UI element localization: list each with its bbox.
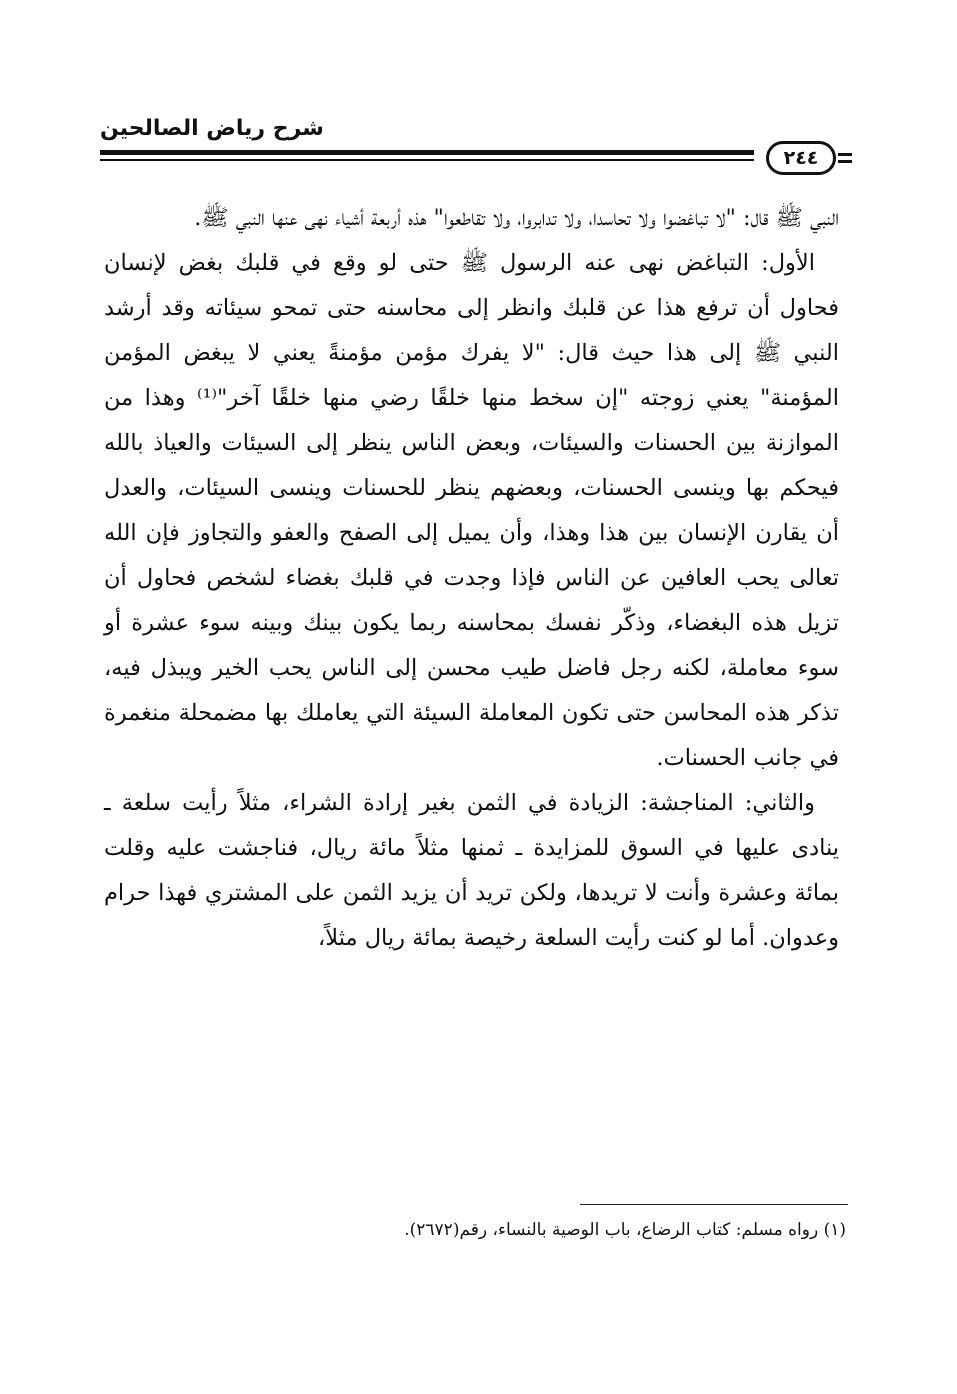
header-rule-thin: [100, 159, 754, 161]
page-number-ornament: [838, 153, 852, 165]
paragraph-intro: النبي ﷺ قال: "لا تباغضوا ولا تحاسدا، ولا تدابروا، ولا تقاطعوا" هذه أربعة أشياء نهى عنها النبي ﷺ.: [194, 205, 839, 231]
paragraph-second-point: والثاني: المناجشة: الزيادة في الثمن بغير إرادة الشراء، مثلاً رأيت سلعة ـ ينادى عليها في السوق للمزايدة ـ ثمنها مثلاً مائة ريال، فناجشت عليه وقلت بمائة وعشرة وأنت لا تريدها، ولكن تريد أن يزيد الثمن على المشتري فهذا حرام وعدوان. أما لو كنت رأيت السلعة رخيصة بمائة ريال مثلاً،: [104, 790, 839, 951]
running-title: شرح رياض الصالحين: [100, 116, 324, 141]
header-rule: [100, 150, 754, 164]
body-text: [104, 196, 839, 961]
paragraph-first-point: الأول: التباغض نهى عنه الرسول ﷺ حتى لو وقع في قلبك بغض لإنسان فحاول أن ترفع هذا عن قلبك وانظر إلى محاسنه حتى تمحو سيئاته وقد أرشد النبي ﷺ إلى هذا حيث قال: "لا يفرك مؤمن مؤمنةً يعني لا يبغض المؤمن المؤمنة" يعني زوجته "إن سخط منها خلقًا رضي منها خلقًا آخر"⁽¹⁾ وهذا من الموازنة بين الحسنات والسيئات، وبعض الناس ينظر إلى السيئات والعياذ بالله فيحكم بها وينسى الحسنات، وبعضهم ينظر للحسنات وينسى السيئات، والعدل أن يقارن الإنسان بين هذا وهذا، وأن يميل إلى الصفح والعفو والتجاوز فإن الله تعالى يحب العافين عن الناس فإذا وجدت في قلبك بغضاء لشخص فحاول أن تزيل هذه البغضاء، وذكّر نفسك بمحاسنه ربما يكون بينك وبينه سوء عشرة أو سوء معاملة، لكنه رجل فاضل طيب محسن إلى الناس يحب الخير ويبذل فيه، تذكر هذه المحاسن حتى تكون المعاملة السيئة التي يعاملك بها مضمحلة منغمرة في جانب الحسنات.: [104, 250, 839, 771]
page-number: ٢٤٤: [766, 141, 836, 175]
footnote: (١) رواه مسلم: كتاب الرضاع، باب الوصية بالنساء، رقم(٢٦٧٢).: [404, 1220, 846, 1240]
footnote-separator: [580, 1204, 848, 1205]
header-rule-thick: [100, 150, 754, 155]
